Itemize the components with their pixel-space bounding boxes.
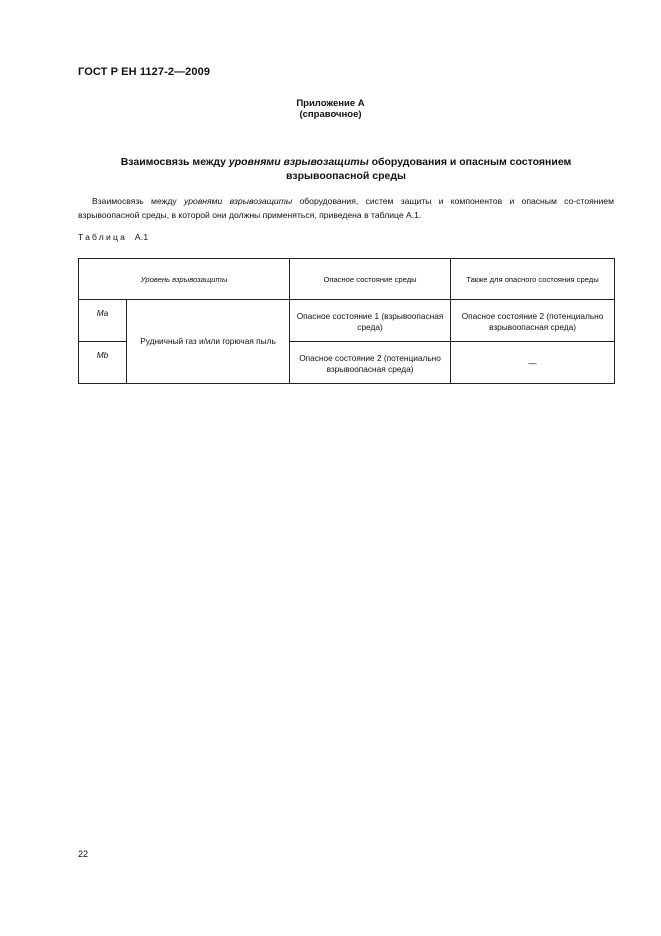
intro-part2: оборудования, систем защиты и компонентов и опасным со-стоянием взрывоопасной среды, в которой они должны применяться, приведена в таблице А.1. — [78, 196, 614, 220]
row-hazard: Опасное состояние 1 (взрывоопасная среда) — [290, 300, 451, 342]
intro-part1: Взаимосвязь между — [92, 196, 184, 206]
header-hazard: Опасное состояние среды — [290, 259, 451, 300]
table-label — [78, 232, 149, 242]
annex-title: Приложение А — [296, 98, 365, 109]
table-label-number: А.1 — [134, 232, 149, 242]
section-title-line2: взрывоопасной среды — [285, 170, 407, 182]
section-title-part1: Взаимосвязь между — [120, 156, 229, 168]
row-also: — — [451, 342, 615, 384]
row-also: Опасное состояние 2 (потенциально взрывоопасная среда) — [451, 300, 615, 342]
intro-paragraph — [78, 194, 614, 222]
row-code: Ma — [79, 300, 127, 342]
table-header-row — [79, 259, 615, 300]
header-also: Также для опасного состояния среды — [451, 259, 615, 300]
annex-heading — [0, 98, 661, 120]
table-a1 — [78, 258, 615, 384]
section-title-emphasis: уровнями взрывозащиты — [228, 156, 369, 168]
table-row — [79, 300, 615, 342]
document-code: ГОСТ Р ЕН 1127-2—2009 — [78, 66, 211, 78]
annex-subtitle: (справочное) — [299, 109, 362, 120]
page-number: 22 — [78, 849, 89, 859]
row-code: Mb — [79, 342, 127, 384]
merged-cell: Рудничный газ и/или горючая пыль — [127, 300, 290, 384]
header-level: Уровень взрывозащиты — [79, 259, 290, 300]
table-label-word: Таблица — [78, 232, 128, 242]
intro-emphasis: уровнями взрывозащиты — [183, 196, 293, 206]
section-title-part2: оборудования и опасным состоянием — [368, 156, 572, 168]
section-title — [78, 155, 614, 183]
row-hazard: Опасное состояние 2 (потенциально взрывоопасная среда) — [290, 342, 451, 384]
